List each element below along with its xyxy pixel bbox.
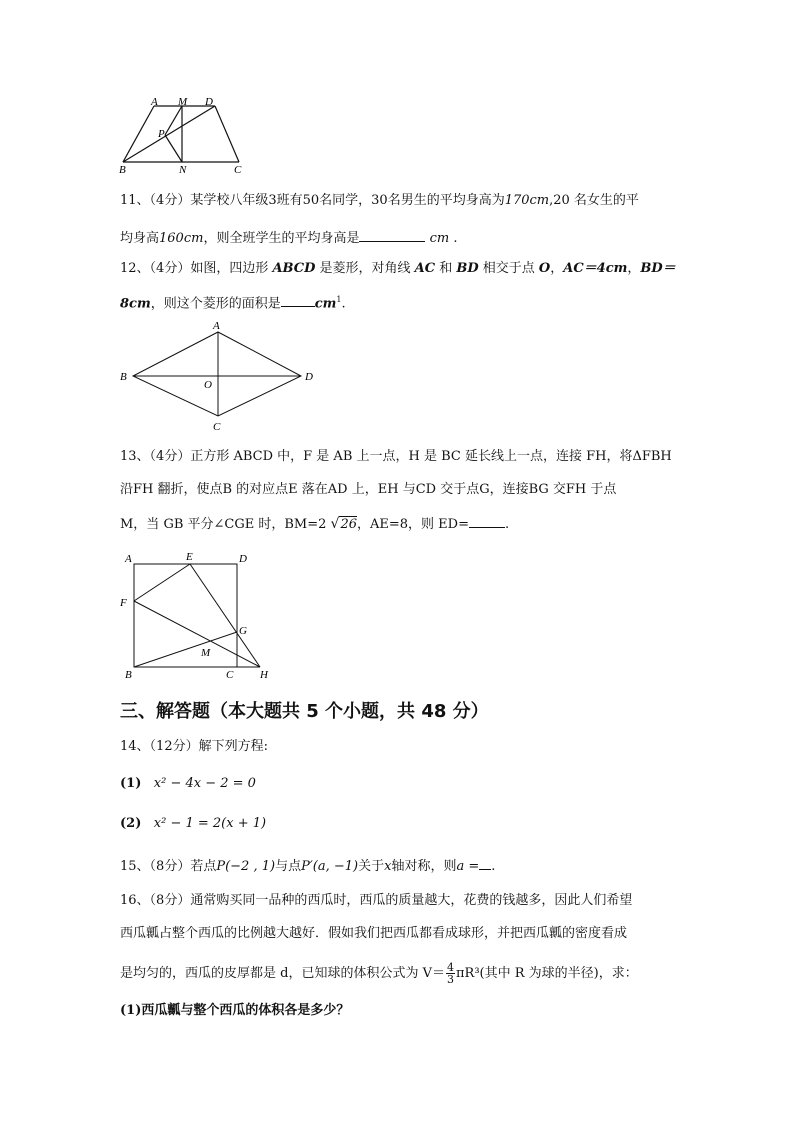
rhombus-figure bbox=[115, 318, 325, 434]
label-h: H bbox=[260, 669, 268, 680]
label-e: E bbox=[186, 551, 193, 563]
q13-line2: 沿FH 翻折，使点B 的对应点E 落在AD 上，EH 与CD 交于点G，连接BG 交FH 于点 bbox=[120, 482, 617, 497]
label-c: C bbox=[213, 421, 221, 433]
q15-line: 15、（8分）若点P(−2 , 1)与点P′(a, −1)关于x轴对称，则a = . bbox=[120, 859, 496, 874]
q11-line1: 11、（4分）某学校八年级3班有50名同学，30名男生的平均身高为170cm,20 名女生的平 bbox=[120, 193, 639, 208]
segment-fe bbox=[134, 564, 190, 601]
label-c: C bbox=[226, 669, 234, 680]
label-m: M bbox=[178, 96, 188, 108]
label-d: D bbox=[205, 96, 213, 108]
label-d: D bbox=[305, 371, 313, 383]
label-a: A bbox=[125, 553, 132, 565]
answer-blank[interactable] bbox=[281, 294, 315, 307]
segment-bd bbox=[123, 106, 215, 162]
label-b: B bbox=[125, 669, 132, 680]
q14-part2: (2) x² − 1 = 2(x + 1) bbox=[120, 816, 267, 831]
q11-line2: 均身高160cm，则全班学生的平均身高是 cm . bbox=[120, 231, 458, 246]
q13-line3: M，当 GB 平分∠CGE 时，BM=2 √26，AE=8，则 ED= . bbox=[120, 516, 510, 532]
q16-line3: 是均匀的，西瓜的皮厚都是 d，已知球的体积公式为 V＝ $\frac{4}{3}$ πR³(其中 R 为球的半径)，求： bbox=[120, 961, 638, 986]
q12-line2: 8cm，则这个菱形的面积是 $cm^1$. bbox=[120, 295, 346, 312]
label-a: A bbox=[151, 96, 158, 108]
q12-line1: 12、（4分）如图，四边形 ABCD 是菱形，对角线 AC 和 BD 相交于点 O，AC＝4cm，BD＝ bbox=[120, 261, 676, 276]
label-a: A bbox=[213, 320, 220, 332]
label-b: B bbox=[119, 164, 126, 176]
label-d: D bbox=[239, 553, 247, 565]
fraction-four-thirds: $\frac{4}{3}$ bbox=[446, 961, 454, 986]
trapezoid-figure bbox=[115, 96, 255, 176]
segment-ab bbox=[123, 106, 154, 162]
answer-blank[interactable] bbox=[479, 857, 491, 870]
rhombus-abcd bbox=[133, 332, 301, 416]
q14-line1: 14、（12分）解下列方程: bbox=[120, 739, 268, 754]
label-c: C bbox=[234, 164, 242, 176]
square-figure bbox=[115, 548, 280, 680]
label-o: O bbox=[204, 379, 212, 391]
section-title: 三、解答题（本大题共 5 个小题，共 48 分） bbox=[120, 701, 489, 722]
label-f: F bbox=[120, 597, 127, 609]
label-b: B bbox=[120, 371, 127, 383]
label-g: G bbox=[239, 625, 247, 637]
q16-sub1: (1)西瓜瓤与整个西瓜的体积各是多少？ bbox=[120, 1003, 350, 1018]
answer-blank[interactable] bbox=[469, 515, 505, 528]
label-m: M bbox=[201, 647, 211, 659]
segment-dc bbox=[215, 106, 239, 162]
segment-bg bbox=[134, 632, 237, 667]
label-n: N bbox=[179, 164, 187, 176]
q14-part1: (1) x² − 4x − 2 = 0 bbox=[120, 776, 256, 791]
q16-line2: 西瓜瓤占整个西瓜的比例越大越好．假如我们把西瓜都看成球形，并把西瓜瓤的密度看成 bbox=[120, 926, 628, 941]
square-abcd bbox=[134, 564, 237, 667]
segment-pn bbox=[165, 135, 182, 162]
answer-blank[interactable] bbox=[359, 229, 425, 242]
label-p: P bbox=[158, 128, 165, 140]
q13-line1: 13、（4分）正方形 ABCD 中，F 是 AB 上一点，H 是 BC 延长线上一点，连接 FH，将ΔFBH bbox=[120, 449, 672, 464]
q16-line1: 16、（8分）通常购买同一品种的西瓜时，西瓜的质量越大，花费的钱越多，因此人们希望 bbox=[120, 893, 633, 908]
